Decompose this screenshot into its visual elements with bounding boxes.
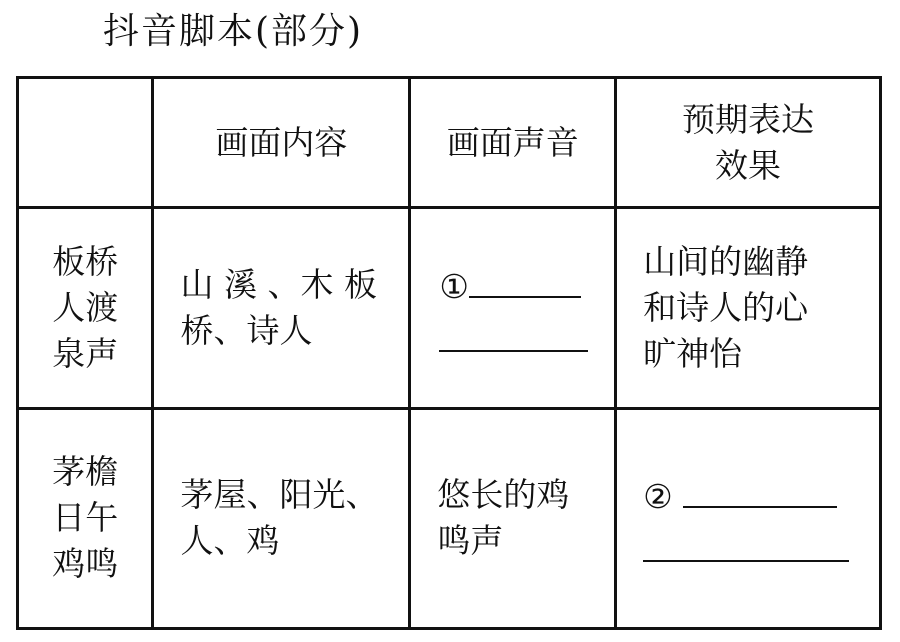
blank-marker-2: ② [643,477,673,517]
content-line: 山 溪 、木 板 [180,264,377,304]
header-cell-effect [616,78,881,208]
scene-line: 泉声 [52,333,119,373]
answer-blank-1-continued[interactable] [439,316,588,352]
table-row [18,408,881,628]
scene-cell [18,408,153,628]
content-cell [153,208,410,408]
scene-line: 茅檐 [52,452,119,492]
header-effect-line-1: 预期表达 [682,99,815,139]
table-header-row [18,78,881,208]
script-table [16,76,882,630]
table-row [18,208,881,408]
answer-blank-2[interactable] [683,476,837,508]
content-cell [153,408,410,628]
effect-cell [616,408,881,628]
sound-cell [410,208,616,408]
scene-cell [18,208,153,408]
page-title: 抖音脚本(部分) [103,11,364,52]
scene-line: 人渡 [52,287,119,327]
header-cell-sound: 画面声音 [410,78,616,208]
scene-line: 鸡鸣 [52,544,119,584]
scene-line: 板桥 [52,241,119,281]
content-line: 桥、诗人 [180,310,313,350]
content-line: 人、鸡 [180,521,280,561]
header-cell-empty [18,78,153,208]
header-effect-line-2: 效果 [715,145,782,185]
scene-line: 日午 [52,498,119,538]
sound-line: 悠长的鸡 [437,475,570,515]
sound-line: 鸣声 [437,521,504,561]
effect-line: 旷神怡 [643,333,743,373]
sound-cell [410,408,616,628]
effect-line: 山间的幽静 [643,241,809,281]
effect-cell [616,208,881,408]
header-cell-content: 画面内容 [153,78,410,208]
answer-blank-2-continued[interactable] [643,526,849,562]
blank-marker-1: ① [439,266,469,306]
answer-blank-1[interactable] [469,266,581,298]
content-line: 茅屋、阳光、 [180,475,379,515]
effect-line: 和诗人的心 [643,287,809,327]
